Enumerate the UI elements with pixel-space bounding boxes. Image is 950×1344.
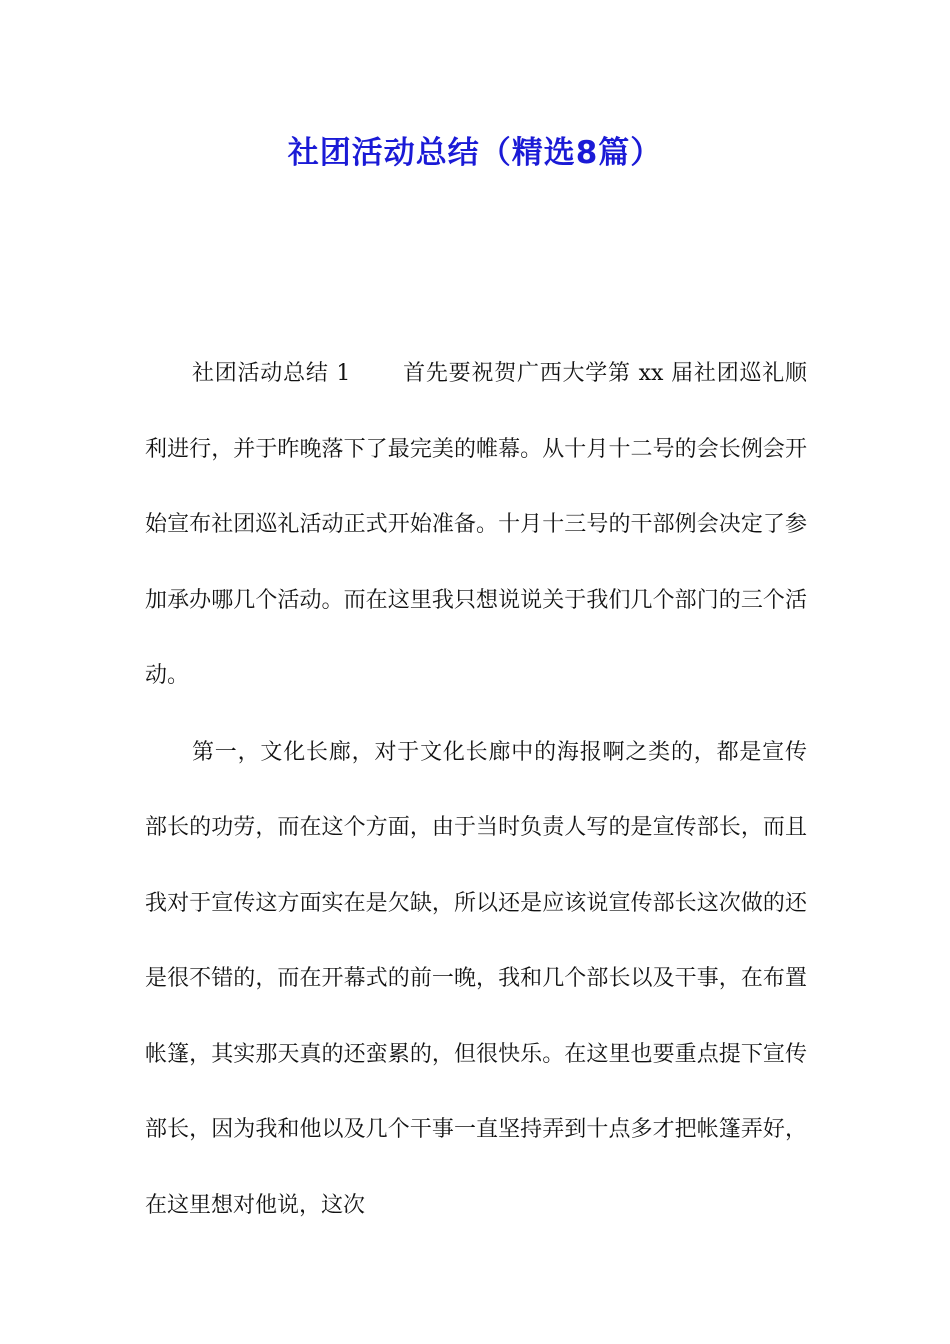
document-body [145, 336, 807, 1244]
document-title: 社团活动总结（精选8篇） [287, 135, 663, 171]
paragraph-1-text: 首先要祝贺广西大学第 xx 届社团巡礼顺利进行，并于昨晚落下了最完美的帷幕。从十月十二号的会长例会开始宣布社团巡礼活动正式开始准备。十月十三号的干部例会决定了参加承办哪几个活动。而在这里我只想说说关于我们几个部门的三个活动。 [145, 361, 807, 688]
paragraph-1 [145, 336, 807, 714]
paragraph-2: 第一，文化长廊，对于文化长廊中的海报啊之类的，都是宣传部长的功劳，而在这个方面，由于当时负责人写的是宣传部长，而且我对于宣传这方面实在是欠缺，所以还是应该说宣传部长这次做的还是很不错的，而在开幕式的前一晚，我和几个部长以及干事，在布置帐篷，其实那天真的还蛮累的，但很快乐。在这里也要重点提下宣传部长，因为我和他以及几个干事一直坚持弄到十点多才把帐篷弄好，在这里想对他说，这次 [145, 739, 807, 1218]
section-label: 社团活动总结 1 [192, 361, 351, 386]
